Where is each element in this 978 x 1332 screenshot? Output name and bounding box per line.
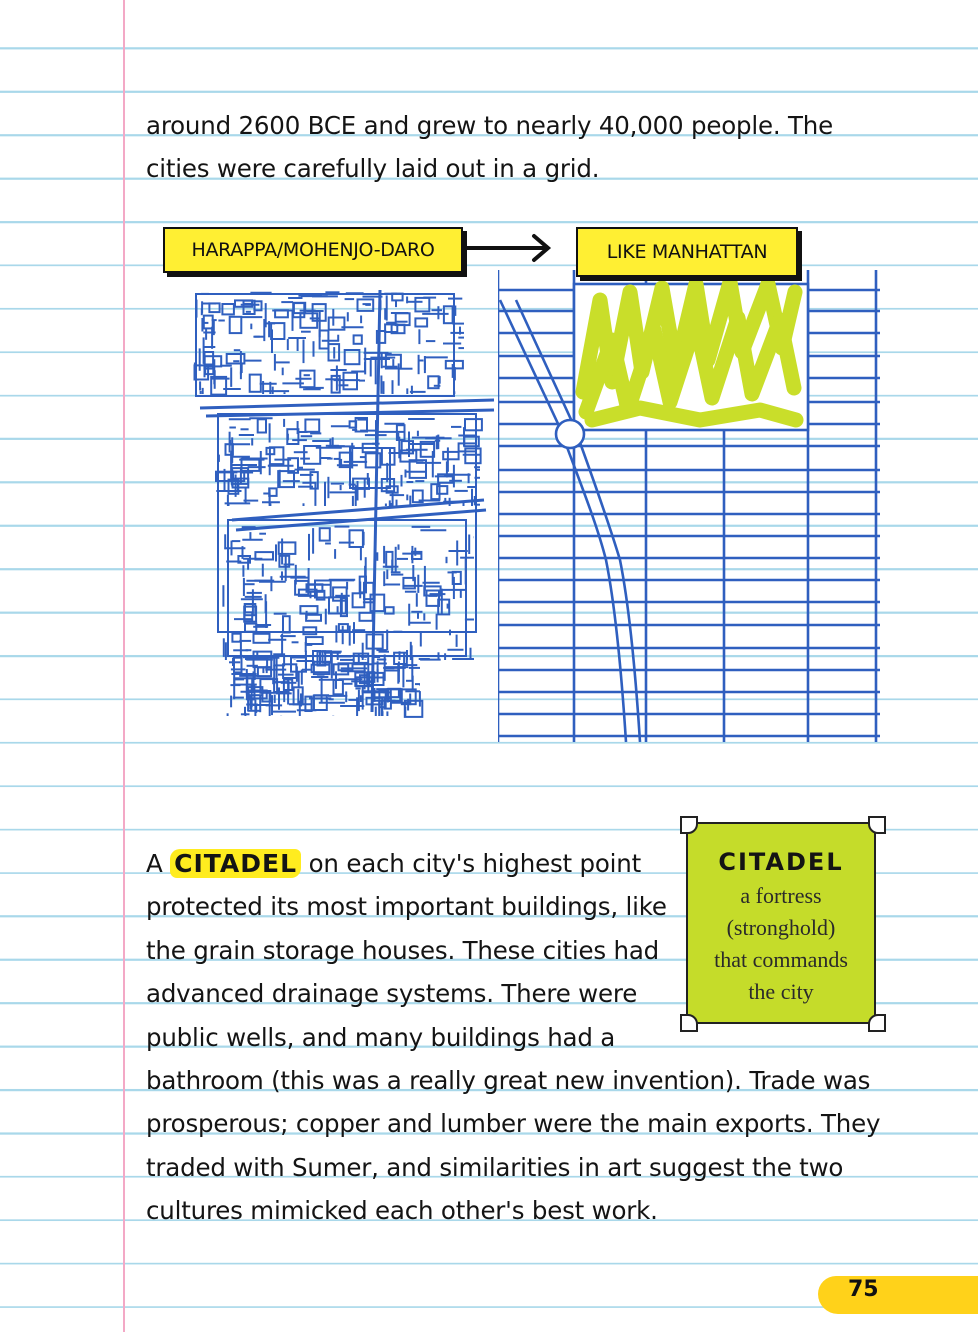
main-street [200,400,494,408]
definition-term: CITADEL [718,848,844,876]
manhattan-label: LIKE MANHATTAN [576,227,798,277]
definition-card [686,822,876,1024]
room-outline [258,419,266,432]
card-curl-corner [868,816,886,834]
room-outline [300,606,317,614]
body-line: advanced drainage systems. There were [146,979,638,1009]
columbus-circle [556,420,584,448]
room-outline [334,680,343,694]
room-outline [306,637,323,644]
room-outline [350,421,357,427]
room-outline [459,443,476,451]
room-outline [427,591,440,606]
card-curl-corner [680,1014,698,1032]
card-curl-corner [868,1014,886,1032]
room-outline [303,627,316,634]
intro-line: cities were carefully laid out in a grid. [146,154,600,184]
definition-line: (stronghold) [726,915,836,940]
body-line: the grain storage houses. These cities had [146,935,660,965]
room-outline [402,441,413,453]
room-outline [415,318,427,326]
citadel-highlight: CITADEL [170,849,301,878]
definition-line: that commands [714,947,848,972]
page-number: 75 [848,1277,879,1302]
room-outline [320,331,329,349]
room-outline [234,678,252,684]
room-outline [360,613,373,621]
room-outline [386,552,392,567]
room-outline [320,528,330,540]
room-outline [382,448,395,465]
room-outline [230,317,242,333]
room-outline [209,303,219,312]
room-outline [306,615,321,621]
definition-line: a fortress [740,883,822,908]
room-outline [270,447,284,464]
definition-text [688,880,874,1008]
room-outline [271,323,284,339]
harappa-map [195,290,495,717]
page-number-tab [818,1276,978,1314]
intro-line: around 2600 BCE and grew to nearly 40,000 people. The [146,111,833,140]
body-line-prefix: A [146,849,171,878]
room-outline [353,593,365,607]
room-outline [385,607,394,613]
room-outline [345,350,360,364]
arrow-icon [466,236,548,260]
room-outline [305,420,319,432]
room-outline [250,375,261,392]
room-outline [350,530,363,547]
body-line: bathroom (this was a really great new invention). Trade was [146,1065,871,1095]
body-line: public wells, and many buildings had a [146,1022,616,1052]
room-outline [222,304,234,314]
room-outline [354,335,362,343]
room-outline [443,452,458,459]
body-line: prosperous; copper and lumber were the main exports. They [146,1109,881,1139]
room-outline [283,616,290,632]
room-outline [354,654,369,663]
body-line-suffix: on each city's highest point [301,849,641,878]
definition-line: the city [748,979,814,1004]
body-line: cultures mimicked each other's best work. [146,1196,658,1226]
body-line: traded with Sumer, and similarities in art suggest the two [146,1152,844,1182]
body-line: protected its most important buildings, like [146,892,667,922]
room-outline [415,298,429,312]
room-outline [465,419,482,430]
harappa-label: HARAPPA/MOHENJO-DARO [163,227,463,273]
room-outline [254,634,270,643]
room-outline [360,577,366,593]
room-outline [396,313,410,325]
